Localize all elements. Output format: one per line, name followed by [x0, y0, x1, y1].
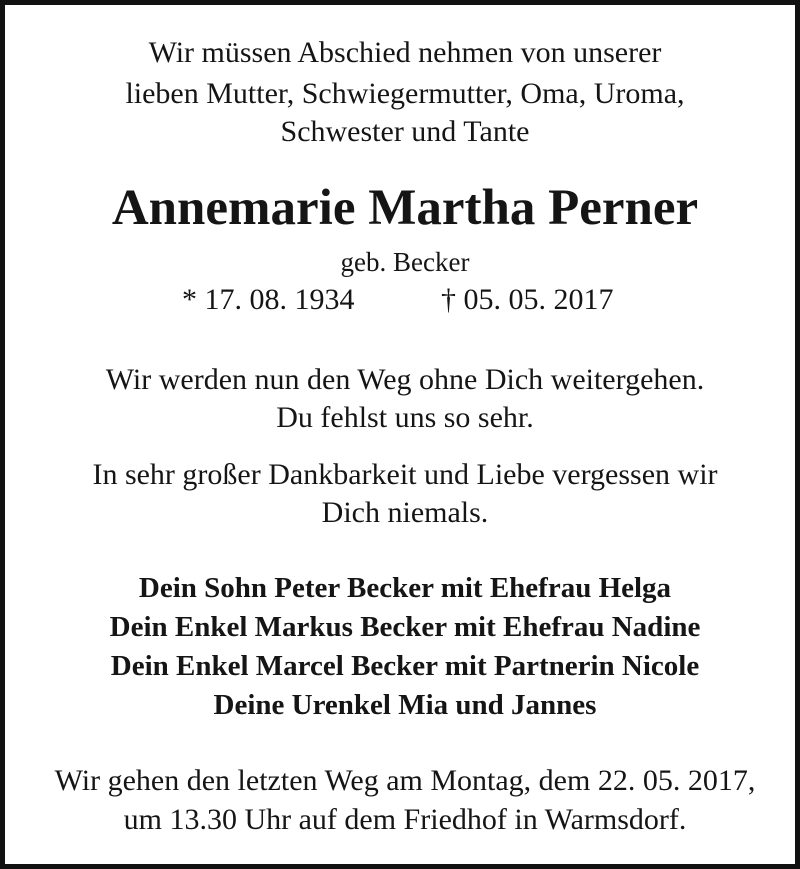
intro-line-3: Schwester und Tante	[280, 115, 530, 148]
mourner-line: Dein Sohn Peter Becker mit Ehefrau Helga	[138, 572, 672, 604]
intro-line-2: lieben Mutter, Schwiegermutter, Oma, Uroma,	[125, 77, 685, 110]
quote-line-1: Wir werden nun den Weg ohne Dich weitergehen.	[105, 363, 705, 396]
gratitude-line-1: In sehr großer Dankbarkeit und Liebe vergessen wir	[92, 458, 718, 491]
birth-date: * 17. 08. 1934	[182, 283, 355, 316]
mourner-line: Deine Urenkel Mia und Jannes	[213, 689, 597, 721]
quote-line-2: Du fehlst uns so sehr.	[276, 401, 534, 434]
intro-line-1: Wir müssen Abschied nehmen von unserer	[148, 36, 662, 69]
funeral-line-1: Wir gehen den letzten Weg am Montag, dem 22. 05. 2017,	[54, 764, 756, 797]
funeral-line-2: um 13.30 Uhr auf dem Friedhof in Warmsdorf.	[123, 803, 687, 836]
deceased-name: Annemarie Martha Perner	[111, 180, 699, 236]
life-dates	[5, 283, 800, 317]
death-date: † 05. 05. 2017	[441, 283, 614, 316]
gratitude-line-2: Dich niemals.	[321, 496, 489, 529]
maiden-name: geb. Becker	[340, 247, 470, 277]
mourner-line: Dein Enkel Markus Becker mit Ehefrau Nadine	[109, 611, 701, 643]
mourner-line: Dein Enkel Marcel Becker mit Partnerin Nicole	[110, 650, 700, 682]
